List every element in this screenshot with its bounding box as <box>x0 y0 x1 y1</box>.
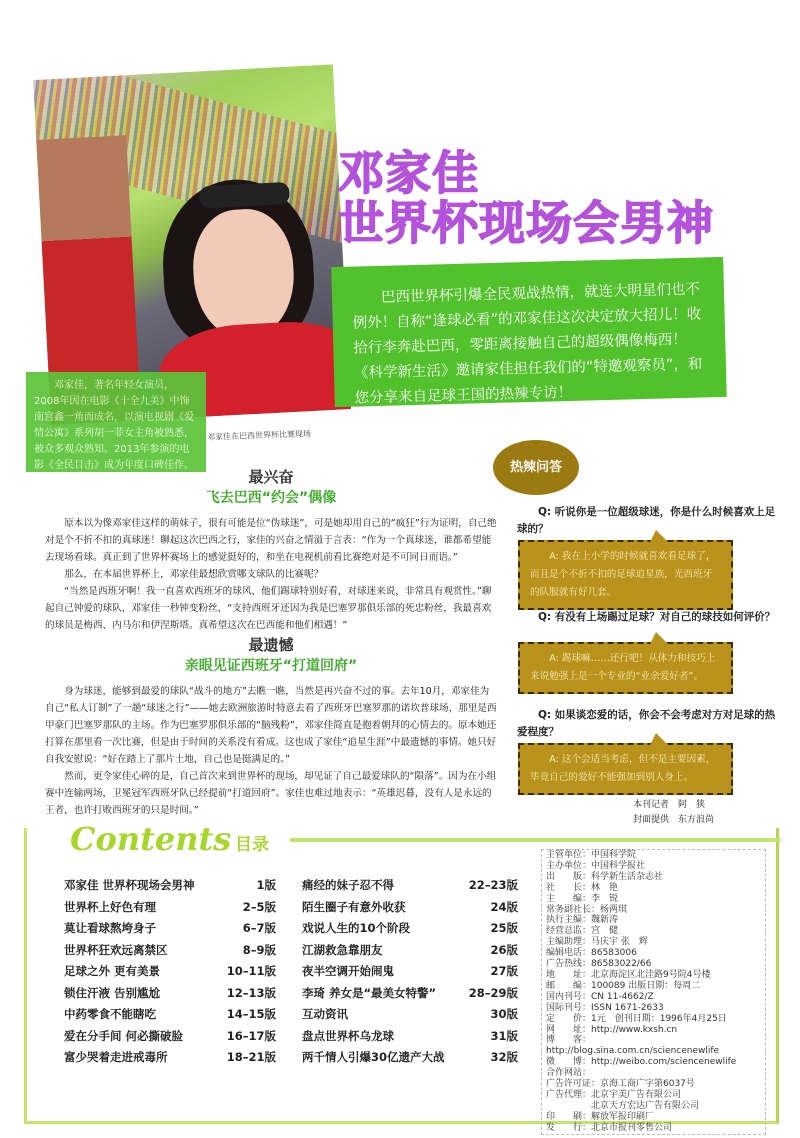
masthead-line: 经营总监：宫 健 <box>546 926 619 937</box>
masthead <box>541 849 766 1135</box>
title-line-1: 邓家佳 <box>338 146 479 200</box>
masthead-line: 发 行：北京市报刊零售公司 <box>546 1122 673 1133</box>
credit-label: 封面提供 <box>633 815 670 825</box>
masthead-line: 主管单位：中国科学院 <box>546 850 637 860</box>
credit-value: 阿 狭 <box>678 800 706 810</box>
toc-title: 陌生圈子有意外收获 <box>302 899 406 914</box>
toc-page: 8–9版 <box>242 942 276 957</box>
toc-page: 32版 <box>490 1050 518 1064</box>
masthead-line: 广告代理：北京宇美广告有限公司 <box>546 1089 682 1100</box>
qa-badge: 热辣问答 <box>493 440 579 495</box>
toc-title: 爱在分手间 何必撕破脸 <box>64 1028 184 1043</box>
paragraph: 身为球迷，能够到最爱的球队“战斗的地方”去瞧一瞧，当然是再兴奋不过的事。去年10月，邓家佳为自己“私人订制”了一趟“球迷之行”——她去欧洲旅游时特意去看了西班牙巴塞罗那的诺坎普球场，那里是西甲豪门巴塞罗那队的主场。作为巴塞罗那俱乐部的“脑残粉”，邓家佳简直是抱着朝拜的心情去的。原本她还打算在那里看一次比赛，但是由于时间的关系没有看成。这也成了家佳“追星生涯”中最遗憾的事情。她只好自我安慰说：“好在踏上了那片土地，自己也是挺满足的。” <box>45 686 497 765</box>
toc-item[interactable] <box>64 983 276 1005</box>
masthead-line: 主办单位：中国科学报社 <box>546 860 646 871</box>
photo-caption: 邓家佳在巴西世界杯比赛现场 <box>206 429 312 442</box>
toc-title: 世界杯狂欢远离禁区 <box>64 942 168 957</box>
toc-title: 两千情人引爆30亿遗产大战 <box>302 1050 445 1064</box>
masthead-line: 广告热线：86583022/66 <box>546 959 652 970</box>
paragraph: “当然是西班牙啊！我一直喜欢西班牙的球风，他们踢球特别好看，对球迷来说，非常具有观赏性。”聊起自己钟爱的球队，邓家佳一秒钟变粉丝，“支持西班牙还因为我是巴塞罗那俱乐部的死忠粉丝，我最喜欢的球员是梅西、内马尔和伊涅斯塔。真希望这次在巴西能和他们相遇！” <box>45 586 492 631</box>
toc-title: 江湖救急靠朋友 <box>302 942 383 957</box>
toc-item[interactable] <box>302 1047 518 1069</box>
credit-value: 东方浪尚 <box>678 815 715 825</box>
toc-item[interactable] <box>64 897 276 919</box>
masthead-line: 邮 编：100089 出版日期：每周二 <box>546 980 701 991</box>
toc-page: 14–15版 <box>226 1007 276 1021</box>
toc-title: 足球之外 更有美景 <box>64 964 161 978</box>
section-excited <box>45 466 497 634</box>
masthead-line: 社 长：林 艳 <box>546 882 619 893</box>
toc-item[interactable] <box>302 983 518 1005</box>
toc-page: 6–7版 <box>242 921 276 935</box>
sunglasses <box>199 182 290 209</box>
toc-item[interactable] <box>64 918 276 940</box>
intro-box: 巴西世界杯引爆全民观战热情，就连大明星们也不例外！自称“逢球必看”的邓家佳这次决定放大招儿！收拾行李奔赴巴西，零距离接触自己的超级偶像梅西！《科学新生活》邀请家佳担任我们的“特邀观察员”，和您分享来自足球王国的热辣专访！ <box>331 257 727 407</box>
toc-page: 18–21版 <box>226 1050 276 1064</box>
toc-title: 邓家佳 世界杯现场会男神 <box>64 878 195 892</box>
question: Q: 听说你是一位超级球迷，你是什么时候喜欢上足球的？ <box>517 506 776 535</box>
masthead-line: 地 址：北京海淀区北洼路9号院4号楼 <box>546 969 711 980</box>
toc-title: 锁住汗液 告别尴尬 <box>64 985 161 1000</box>
toc-page: 26版 <box>490 942 518 957</box>
toc-title: 痛经的妹子忍不得 <box>302 878 394 892</box>
masthead-line: 印 刷：解放军报印刷厂 <box>546 1111 655 1122</box>
masthead-line: 编辑电话：86583006 <box>546 948 637 959</box>
masthead-line: 广告许可证：京海工商广字第6037号 <box>546 1079 695 1090</box>
answer: A: 我在上小学的时候就喜欢看足球了，而且是个不折不扣的足球追星族，光西班牙的队服就有好几套。 <box>518 540 733 610</box>
question: Q: 如果谈恋爱的话，你会不会考虑对方对足球的热爱程度？ <box>517 709 776 738</box>
toc-item[interactable] <box>64 961 276 983</box>
toc-page: 1版 <box>256 878 276 892</box>
toc-page: 25版 <box>490 921 518 935</box>
answer: A: 踢球嘛……还行吧！从体力和技巧上来说勉强上是一个专业的“业余爱好者”。 <box>518 642 733 694</box>
section-subheading: 飞去巴西“约会”偶像 <box>205 490 337 506</box>
contents-heading-cn: 目录 <box>235 835 269 855</box>
toc-title: 中药零食不能瞎吃 <box>64 1007 156 1021</box>
toc-title: 戏说人生的10个阶段 <box>302 921 411 935</box>
toc-page: 22–23版 <box>468 878 518 892</box>
masthead-line: 出 版：科学新生活杂志社 <box>546 871 664 882</box>
masthead-line: 定 价：1元 创刊日期：1996年4月25日 <box>546 1013 727 1024</box>
masthead-line: 主 编：李 锐 <box>546 893 619 904</box>
toc-page: 31版 <box>490 1028 518 1043</box>
toc-page: 24版 <box>490 899 518 914</box>
toc-item[interactable] <box>64 1047 276 1069</box>
toc-item[interactable] <box>64 940 276 962</box>
toc-page: 30版 <box>490 1007 518 1021</box>
toc-title: 莫让看球熬垮身子 <box>64 921 156 935</box>
answer: A: 这个会适当考虑，但不是主要因素，毕竟自己的爱好不能强加到别人身上。 <box>518 743 733 795</box>
toc-page: 28–29版 <box>468 985 518 1000</box>
paragraph: 那么，在本届世界杯上，邓家佳最想欣赏哪支球队的比赛呢？ <box>64 569 324 580</box>
toc-page: 27版 <box>490 964 518 978</box>
masthead-line: 国内刊号：CN 11-4662/Z <box>546 991 654 1002</box>
toc-page: 12–13版 <box>226 985 276 1000</box>
toc-item[interactable] <box>302 1004 518 1026</box>
toc-left <box>64 875 276 1069</box>
bio-box: 邓家佳，著名年轻女演员，2008年因在电影《十全九美》中饰南宫鑫一角而成名，以演电视剧《爱情公寓》系列胡一菲女主角被熟悉，被众多观众熟知。2013年参演的电影《全民目击》成为年度口碑佳作。 <box>26 372 206 472</box>
section-body <box>45 515 497 634</box>
section-subheading: 亲眼见证西班牙“打道回府” <box>184 658 358 674</box>
section-body <box>45 683 497 819</box>
divider <box>290 838 780 842</box>
toc-item[interactable] <box>64 1004 276 1026</box>
toc-title: 李琦 养女是“最美女特警” <box>302 985 437 1000</box>
masthead-line: 主编助理：马庆宇 张 辉 <box>546 937 648 948</box>
cover-photo <box>33 64 351 424</box>
masthead-line: 执行主编：魏新涛 <box>546 915 619 926</box>
toc-page: 10–11版 <box>226 964 276 978</box>
toc-title: 夜半空调开始闹鬼 <box>302 964 394 978</box>
masthead-line: 国际刊号：ISSN 1671-2633 <box>546 1002 664 1013</box>
toc-title: 互动资讯 <box>302 1007 348 1021</box>
toc-title: 世界杯上好色有理 <box>64 899 156 914</box>
article-title <box>338 148 714 248</box>
section-heading: 最遗憾 <box>248 636 294 654</box>
toc-item[interactable] <box>302 961 518 983</box>
contents-heading: Contents <box>70 820 232 858</box>
toc-item[interactable] <box>302 1026 518 1048</box>
section-regret <box>45 634 497 819</box>
toc-item[interactable] <box>64 1026 276 1048</box>
toc-item[interactable] <box>302 875 518 897</box>
toc-right <box>302 875 518 1069</box>
masthead-line: 北京天方宏达广告有限公司 <box>546 1100 700 1111</box>
toc-item[interactable] <box>64 875 276 897</box>
credit-label: 本刊记者 <box>633 800 670 810</box>
toc-page: 2–5版 <box>242 899 276 914</box>
masthead-line: 网 址：http://www.kxsh.cn <box>546 1024 678 1035</box>
toc-item[interactable] <box>302 918 518 940</box>
toc-item[interactable] <box>302 940 518 962</box>
masthead-line: 合作网站： <box>546 1068 592 1079</box>
question: Q: 有没有上场踢过足球？对自己的球技如何评价？ <box>538 611 776 623</box>
title-line-2: 世界杯现场会男神 <box>338 196 714 250</box>
masthead-line: 常务副社长：杨两琪 <box>546 904 628 915</box>
toc-item[interactable] <box>302 897 518 919</box>
paragraph: 然而，更令家佳心碎的是，自己首次来到世界杯的现场，却见证了自己最爱球队的“隕落”。因为在小组赛中连输两场，卫冕冠军西班牙队已经提前“打道回府”。家佳也难过地表示：“英雄迟暮，没有人是永远的王者，也许打败西班牙的只是时间。” <box>45 771 497 816</box>
paragraph: 原本以为像邓家佳这样的萌妹子，很有可能是位“伪球迷”，可是她却用自己的“疯狂”行为证明，自己绝对是个不折不扣的真球迷！聊起这次巴西之行，家佳的兴奋之情溢于言表：“作为一个真球迷，谁都希望能去现场看球。真正到了世界杯赛场上的感觉挺好的，和坐在电视机前看比赛绝对是不可同日而语。” <box>45 518 497 563</box>
toc-title: 富少哭着走进戒毒所 <box>64 1050 168 1064</box>
toc-title: 盘点世界杯乌龙球 <box>302 1028 394 1043</box>
masthead-line: 博 客：http://blog.sina.com.cn/sciencenewlife <box>546 1035 720 1057</box>
masthead-line: 微 博：http://weibo.com/sciencenewlife <box>546 1057 737 1068</box>
toc-page: 16–17版 <box>226 1028 276 1043</box>
section-heading: 最兴奋 <box>248 468 294 486</box>
credits <box>633 798 714 828</box>
